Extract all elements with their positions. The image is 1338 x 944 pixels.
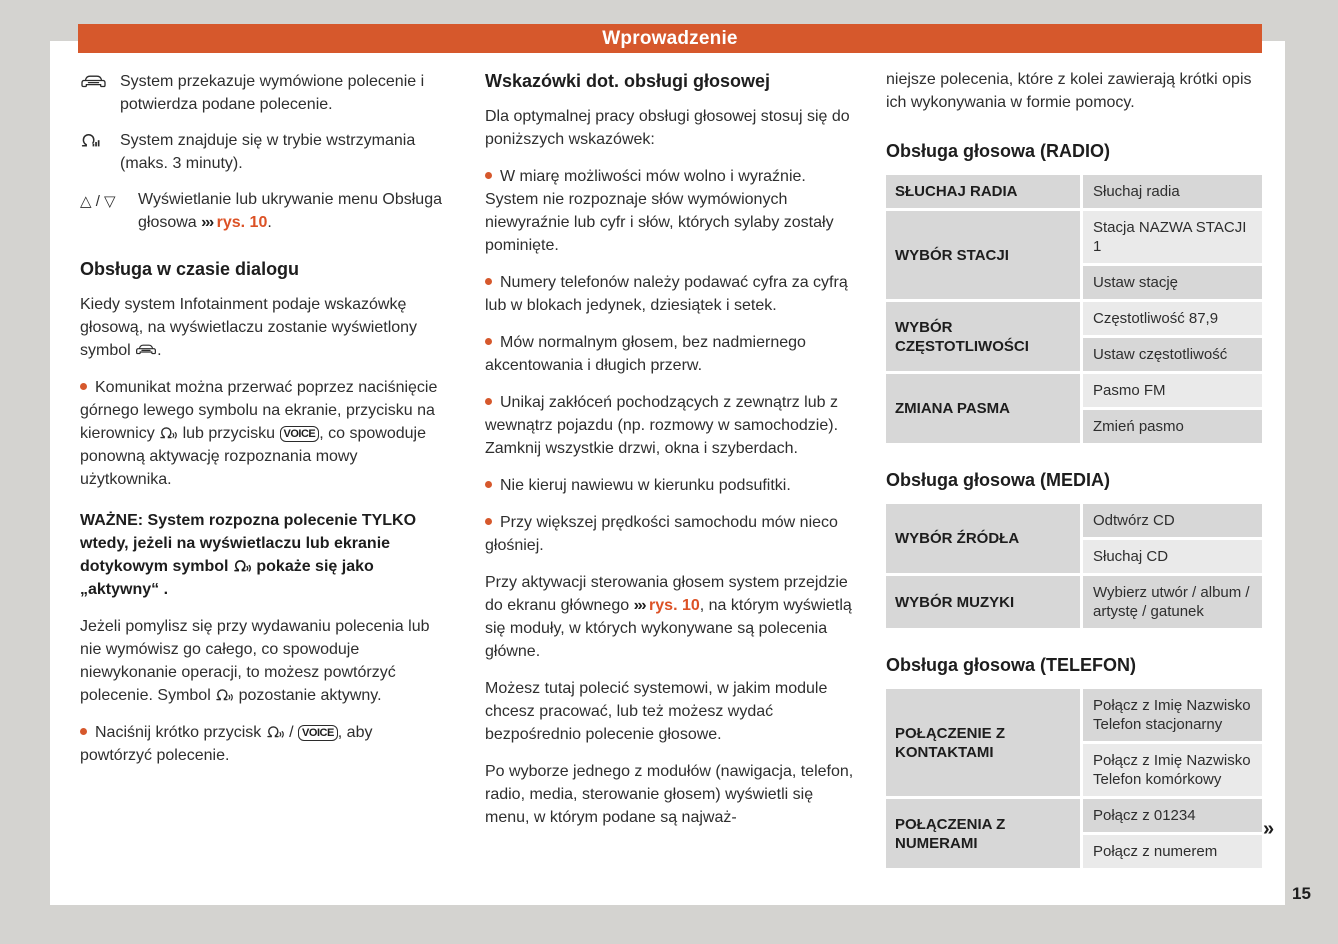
column-right bbox=[886, 68, 1262, 872]
see-also-arrows: ››› bbox=[633, 597, 646, 614]
table-row bbox=[886, 175, 1262, 208]
bullet-text: Przy większej prędkości samochodu mów nieco głośniej. bbox=[485, 514, 838, 554]
see-also-arrows: ››› bbox=[201, 214, 213, 231]
table-row bbox=[886, 211, 1262, 299]
voice-command-table bbox=[886, 689, 1262, 868]
bullet-item bbox=[485, 474, 859, 497]
table-command-cell: Słuchaj radia bbox=[1083, 175, 1262, 208]
legend-text: System znajduje się w trybie wstrzymania (maks. 3 minuty). bbox=[120, 132, 416, 172]
chapter-title: Wprowadzenie bbox=[602, 27, 738, 49]
table-row bbox=[886, 504, 1262, 573]
voice-standby-icon bbox=[80, 129, 120, 175]
table-command-group bbox=[1083, 302, 1262, 371]
table-command-cell: Połącz z Imię Nazwisko Telefon stacjonarny bbox=[1083, 689, 1262, 741]
bullet-dot bbox=[485, 481, 492, 488]
table-row bbox=[886, 799, 1262, 868]
voice-command-table bbox=[886, 175, 1262, 443]
subsection-heading: Wskazówki dot. obsługi głosowej bbox=[485, 71, 771, 91]
figure-reference-link[interactable]: rys. 10 bbox=[216, 214, 268, 231]
table-command-group bbox=[1083, 374, 1262, 443]
legend-text bbox=[138, 188, 446, 234]
table-row bbox=[886, 302, 1262, 371]
table-command-group bbox=[1083, 689, 1262, 796]
table-row bbox=[886, 576, 1262, 628]
important-text: pokaże się jako „aktywny“ . bbox=[80, 558, 374, 598]
car-voice-icon bbox=[135, 342, 157, 359]
table-label-cell: POŁĄCZENIE Z KONTAKTAMI bbox=[886, 689, 1080, 796]
bullet-dot bbox=[485, 278, 492, 285]
triangle-up-down-icons: △ / ▽ bbox=[80, 193, 116, 210]
bullet-item bbox=[485, 271, 859, 317]
bullet-text: Komunikat można przerwać poprzez naciśnięcie górnego lewego symbolu na ekranie, przycisku na kierownicy bbox=[80, 379, 438, 442]
figure-reference-link[interactable]: rys. 10 bbox=[649, 597, 700, 614]
paragraph: Możesz tutaj polecić systemowi, w jakim module chcesz pracować, lub też możesz wydać bezpośrednio polecenie głosowe. bbox=[485, 680, 828, 743]
table-command-cell: Ustaw stację bbox=[1083, 266, 1262, 299]
bullet-text: Naciśnij krótko przycisk bbox=[95, 724, 266, 741]
bullet-item bbox=[485, 331, 859, 377]
table-command-cell: Wybierz utwór / album / artystę / gatunek bbox=[1083, 576, 1262, 628]
table-command-cell: Stacja NAZWA STACJI 1 bbox=[1083, 211, 1262, 263]
subsection-heading: Obsługa w czasie dialogu bbox=[80, 259, 300, 279]
paragraph bbox=[80, 293, 446, 362]
table-command-cell: Połącz z 01234 bbox=[1083, 799, 1262, 832]
table-command-cell: Odtwórz CD bbox=[1083, 504, 1262, 537]
bullet-text: / bbox=[284, 724, 299, 741]
important-text: WAŻNE: System rozpozna polecenie TYLKO wtedy, jeżeli na wyświetlaczu lub ekranie dotykowym symbol bbox=[80, 512, 417, 575]
voice-waves-icon bbox=[233, 558, 252, 575]
page-number: 15 bbox=[1292, 884, 1311, 903]
column-left bbox=[80, 70, 446, 781]
paragraph: niejsze polecenia, które z kolei zawierają krótki opis ich wykonywania w formie pomocy. bbox=[886, 71, 1252, 111]
table-command-cell: Zmień pasmo bbox=[1083, 410, 1262, 443]
section-heading: Obsługa głosowa (TELEFON) bbox=[886, 655, 1137, 675]
section-heading: Obsługa głosowa (MEDIA) bbox=[886, 470, 1111, 490]
bullet-dot bbox=[80, 383, 87, 390]
bullet-text: Unikaj zakłóceń pochodzących z zewnątrz lub z wewnątrz pojazdu (np. rozmowy w samochodzie). Zamknij wszystkie drzwi, okna i szyberdach. bbox=[485, 394, 839, 457]
table-label-cell: WYBÓR ŹRÓDŁA bbox=[886, 504, 1080, 573]
bullet-text: W miarę możliwości mów wolno i wyraźnie. System nie rozpoznaje słów wymówionych niewyraźnie lub cyfr i słów, których sylaby zostały pominięte. bbox=[485, 168, 834, 254]
voice-command-table bbox=[886, 504, 1262, 628]
bullet-item bbox=[485, 511, 859, 557]
voice-button-icon: VOICE bbox=[280, 426, 320, 442]
paragraph-text: Kiedy system Infotainment podaje wskazówkę głosową, na wyświetlaczu zostanie wyświetlony symbol bbox=[80, 296, 418, 359]
bullet-dot bbox=[485, 172, 492, 179]
bullet-text: lub przycisku bbox=[178, 425, 280, 442]
bullet-dot bbox=[80, 728, 87, 735]
table-command-cell: Słuchaj CD bbox=[1083, 540, 1262, 573]
table-command-group bbox=[1083, 211, 1262, 299]
table-label-cell: WYBÓR STACJI bbox=[886, 211, 1080, 299]
paragraph bbox=[485, 571, 859, 663]
bullet-text: Nie kieruj nawiewu w kierunku podsufitki. bbox=[500, 477, 791, 494]
legend-text: System przekazuje wymówione polecenie i potwierdza podane polecenie. bbox=[120, 73, 425, 113]
bullet-item bbox=[80, 376, 446, 491]
legend-text-part: . bbox=[267, 214, 272, 231]
bullet-dot bbox=[485, 398, 492, 405]
paragraph-text: Przy aktywacji sterowania głosem system przejdzie do ekranu głównego bbox=[485, 574, 848, 614]
legend-text-part: Wyświetlanie lub ukrywanie menu Obsługa głosowa bbox=[138, 191, 442, 231]
table-command-group bbox=[1083, 504, 1262, 573]
table-command-group bbox=[1083, 799, 1262, 868]
legend-item bbox=[80, 188, 446, 234]
table-command-cell: Połącz z Imię Nazwisko Telefon komórkowy bbox=[1083, 744, 1262, 796]
table-label-cell: WYBÓR MUZYKI bbox=[886, 576, 1080, 628]
important-note bbox=[80, 509, 446, 601]
legend-item bbox=[80, 70, 446, 116]
section-heading: Obsługa głosowa (RADIO) bbox=[886, 141, 1111, 161]
table-command-cell: Pasmo FM bbox=[1083, 374, 1262, 407]
paragraph-text: . bbox=[157, 342, 162, 359]
voice-waves-icon bbox=[159, 425, 178, 442]
paragraph-text: Jeżeli pomylisz się przy wydawaniu polecenia lub nie wymówisz go całego, co spowoduje niewykonanie operacji, to możesz powtórzyć polecenie. Symbol bbox=[80, 618, 430, 704]
paragraph-text: , na którym wyświetlą się moduły, w których wykonywane są polecenia główne. bbox=[485, 597, 852, 660]
table-row bbox=[886, 374, 1262, 443]
table-label-cell: WYBÓR CZĘSTOTLIWOŚCI bbox=[886, 302, 1080, 371]
bullet-text: , co spowoduje ponowną aktywację rozpoznania mowy użytkownika. bbox=[80, 425, 426, 488]
bullet-dot bbox=[485, 338, 492, 345]
table-command-cell: Połącz z numerem bbox=[1083, 835, 1262, 868]
paragraph: Dla optymalnej pracy obsługi głosowej stosuj się do poniższych wskazówek: bbox=[485, 108, 850, 148]
table-command-group bbox=[1083, 175, 1262, 208]
continuation-marker: » bbox=[1263, 818, 1275, 840]
voice-waves-icon bbox=[215, 687, 234, 704]
table-label-cell: ZMIANA PASMA bbox=[886, 374, 1080, 443]
table-label-cell: SŁUCHAJ RADIA bbox=[886, 175, 1080, 208]
voice-button-icon: VOICE bbox=[298, 725, 338, 741]
table-row bbox=[886, 689, 1262, 796]
column-middle bbox=[485, 70, 859, 843]
voice-command-sections bbox=[886, 140, 1262, 868]
bullet-item bbox=[80, 721, 446, 767]
bullet-item bbox=[485, 391, 859, 460]
legend-item bbox=[80, 129, 446, 175]
bullet-text: , aby powtórzyć polecenie. bbox=[80, 724, 373, 764]
paragraph-text: pozostanie aktywny. bbox=[234, 687, 382, 704]
table-command-group bbox=[1083, 576, 1262, 628]
paragraph: Po wyborze jednego z modułów (nawigacja, telefon, radio, media, sterowanie głosem) wyświetli się menu, w którym podane są najważ- bbox=[485, 763, 854, 826]
table-command-cell: Częstotliwość 87,9 bbox=[1083, 302, 1262, 335]
bullet-text: Mów normalnym głosem, bez nadmiernego akcentowania i długich przerw. bbox=[485, 334, 806, 374]
tips-bullet-list bbox=[485, 165, 859, 557]
voice-waves-icon bbox=[266, 724, 285, 741]
chapter-title-bar bbox=[78, 24, 1262, 53]
table-command-cell: Ustaw częstotliwość bbox=[1083, 338, 1262, 371]
bullet-item bbox=[485, 165, 859, 257]
bullet-text: Numery telefonów należy podawać cyfra za cyfrą lub w blokach jedynek, dziesiątek i setek. bbox=[485, 274, 848, 314]
bullet-dot bbox=[485, 518, 492, 525]
paragraph bbox=[80, 615, 446, 707]
car-voice-icon bbox=[80, 70, 120, 116]
table-label-cell: POŁĄCZENIA Z NUMERAMI bbox=[886, 799, 1080, 868]
